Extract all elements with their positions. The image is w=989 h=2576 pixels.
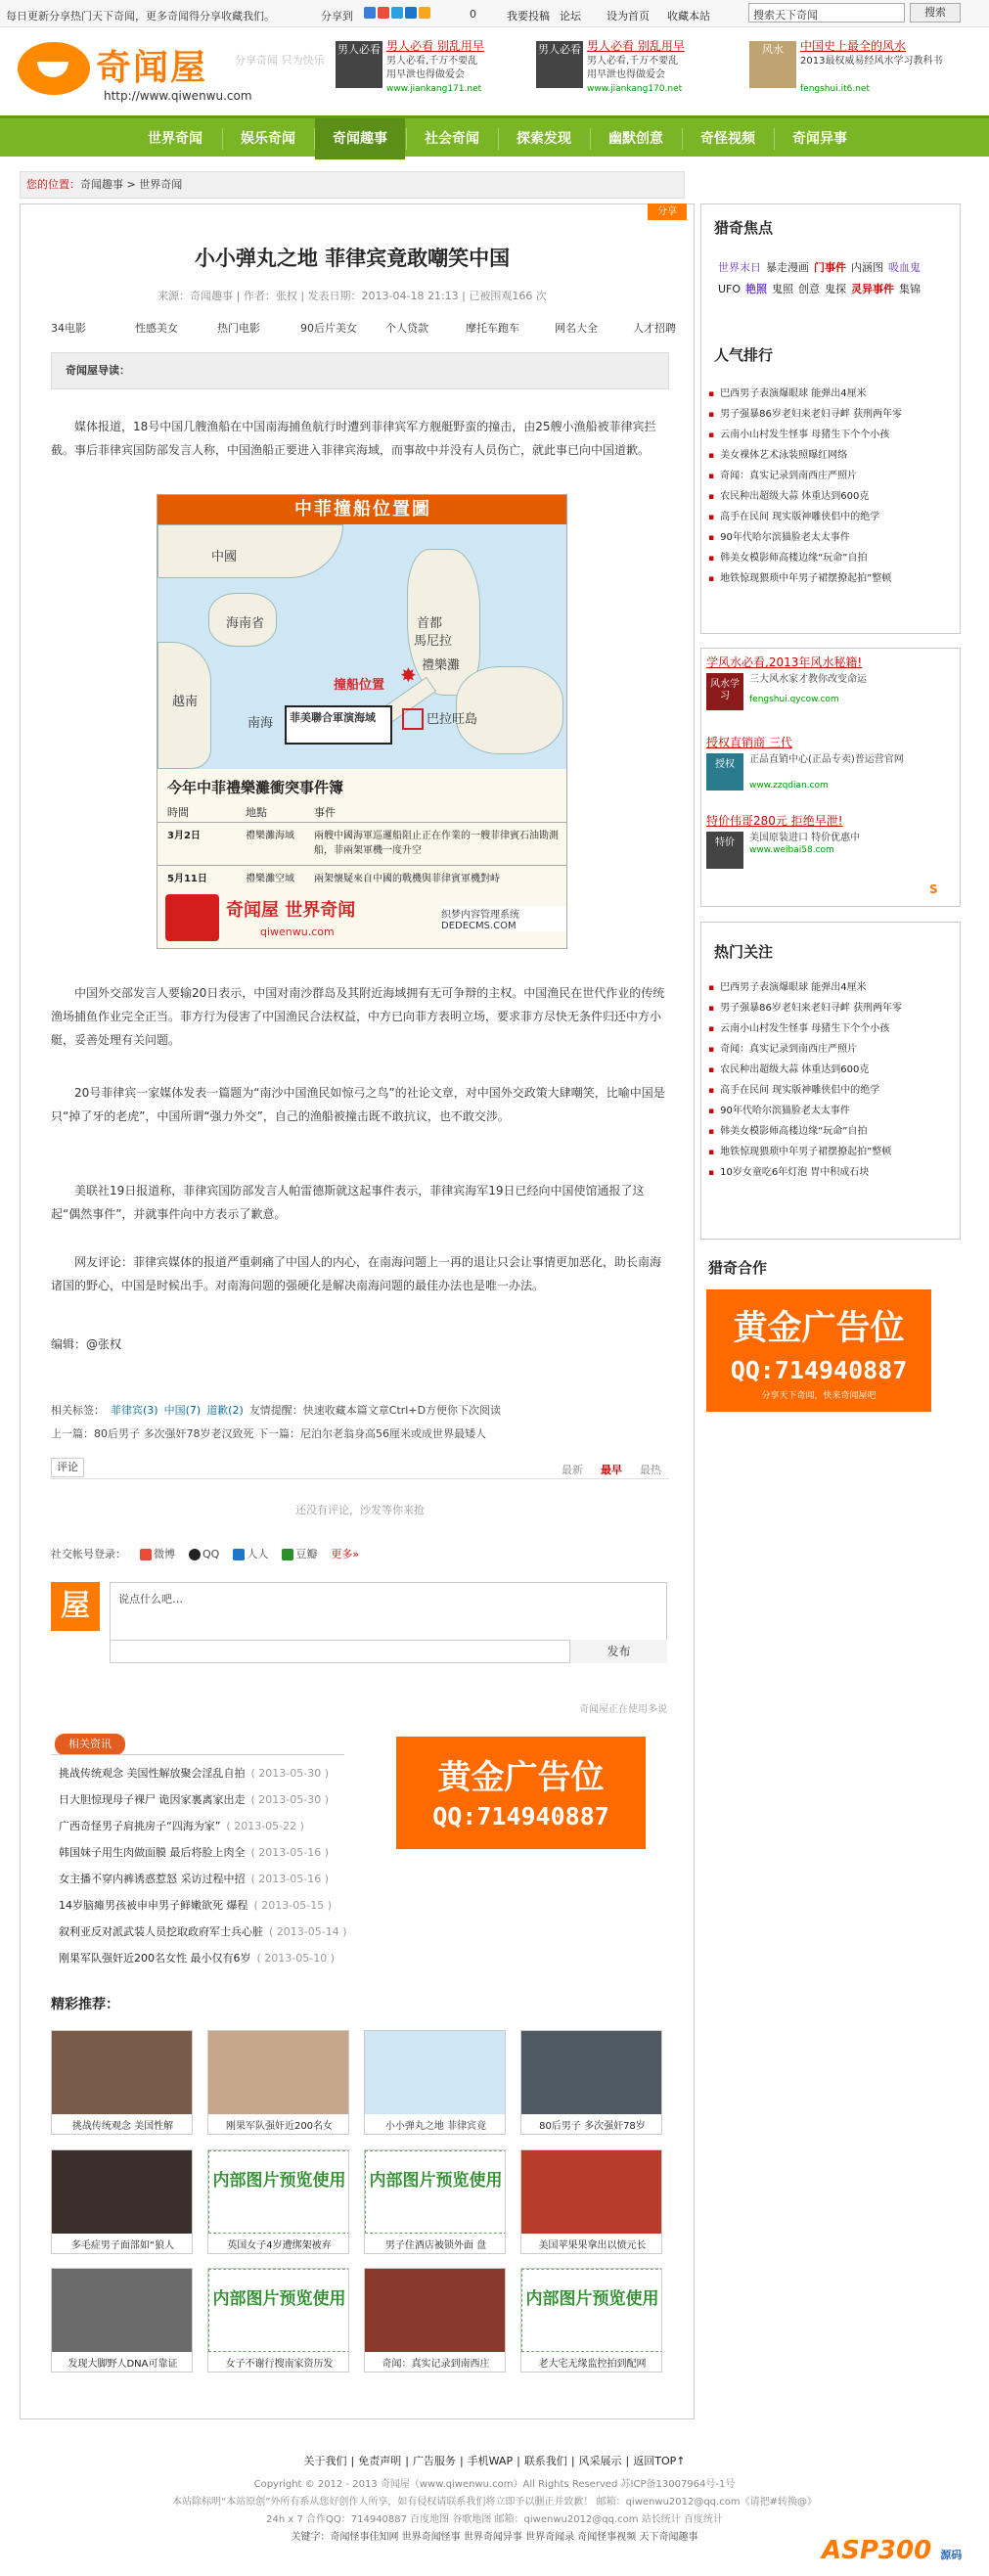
share-label: 分享到 xyxy=(321,10,353,23)
comments-header xyxy=(51,1458,669,1479)
sort-hottest[interactable]: 最热 xyxy=(640,1464,661,1476)
sidebar-ad-banner[interactable] xyxy=(706,1289,931,1412)
tag-link[interactable]: 网名大全 xyxy=(555,322,598,335)
article-paragraph-1: 媒体报道，18号中国几艘渔船在中国南海捕鱼航行时遭到菲律宾军方舰艇野蛮的撞击，由25艘小渔船被菲律宾拦截。事后菲律宾国防部发言人称，中国渔船正要进入菲律宾海域，而事故中并没有人员伤亡，就此事已向中国道歉。 xyxy=(51,420,656,457)
list-item[interactable]: ▪ 高手在民间 现实版神雕侠侣中的绝学 xyxy=(708,508,963,528)
list-item[interactable]: ▪ 男子强暴86岁老妇来老妇寻衅 获刑两年零 xyxy=(708,405,963,426)
related-news-item[interactable]: 韩国妹子用生肉做面膜 最后将脸上肉全 ( 2013-05-16 ) xyxy=(59,1846,330,1859)
map-label: 南海 xyxy=(247,716,274,731)
nav-entertainment[interactable]: 娱乐奇闻 xyxy=(241,131,295,147)
daily-update-text: 每日更新分享热门天下奇闻，更多奇闻得分享收藏我们。 xyxy=(6,10,275,23)
footer-link[interactable]: 免责声明 xyxy=(358,2455,402,2467)
nav-humor[interactable]: 幽默创意 xyxy=(608,131,663,147)
featured-item[interactable]: 美国苹果果拿出以愤元长 xyxy=(520,2149,662,2254)
exercise-area-box xyxy=(402,708,424,730)
back-to-top-link[interactable]: 返回TOP↑ xyxy=(633,2455,686,2467)
ad-thumb: 男人必看 xyxy=(536,41,583,88)
tag-link[interactable]: 34电影 xyxy=(51,322,86,335)
tag-link[interactable]: 人才招聘 xyxy=(633,322,676,335)
main-nav xyxy=(0,115,989,157)
keywords-line: 关键字：奇闻怪事佳知网 世界奇闻怪事 世界奇闻异事 世界奇闻录 奇闻怪事视频 天下奇闻趣事 xyxy=(291,2532,698,2543)
comments-tab[interactable]: 评论 xyxy=(51,1458,84,1477)
keyword-link[interactable]: 集锦 xyxy=(899,283,922,295)
keyword-link[interactable]: 艳照 xyxy=(745,283,768,295)
weibo-login[interactable]: 微博 xyxy=(140,1548,175,1560)
douban-icon xyxy=(282,1549,293,1560)
sort-newest[interactable]: 最新 xyxy=(562,1464,583,1476)
tag-link[interactable]: 性感美女 xyxy=(135,322,178,335)
related-tags-label: 相关标签： xyxy=(51,1404,105,1417)
featured-item[interactable]: 内部图片预览使用 男子住酒店被锁外面 盘 xyxy=(364,2149,506,2254)
article-guide: 奇闻屋导读： xyxy=(51,352,669,389)
featured-item[interactable]: 80后男子 多次强奸78岁 xyxy=(520,2030,662,2135)
keyword-link[interactable]: 内涵图 xyxy=(851,261,883,274)
map-label: 中國 xyxy=(211,550,238,565)
article-title: 小小弹丸之地 菲律宾竟敢嘲笑中国 xyxy=(194,246,511,270)
list-item[interactable]: ▪ 男子强暴86岁老妇来老妇寻衅 获刑两年零 xyxy=(708,999,963,1019)
avatar: 屋 xyxy=(51,1582,100,1631)
ad-desc: 男人必看,千万不要乱用早泄也得做爱会 xyxy=(587,56,679,80)
related-news-item[interactable]: 叙利亚反对派武装人员挖取政府军士兵心脏 ( 2013-05-14 ) xyxy=(59,1925,347,1938)
table-header: 時間 xyxy=(167,806,189,819)
nav-society[interactable]: 社会奇闻 xyxy=(425,131,479,147)
related-news-item[interactable]: 广西奇怪男子肩挑房子“四海为家” ( 2013-05-22 ) xyxy=(59,1820,304,1832)
list-item[interactable]: ▪ 巴西男子表演爆眼球 能弹出4厘米 xyxy=(708,978,963,999)
featured-item[interactable]: 小小弹丸之地 菲律宾竟 xyxy=(364,2030,506,2135)
renren-login[interactable]: 人人 xyxy=(233,1548,268,1560)
map-callout: 菲美聯合軍演海域 xyxy=(285,705,392,745)
ad-thumb: 男人必看 xyxy=(336,41,382,88)
ad-url: www.jiankang170.net xyxy=(587,84,683,94)
site-logo[interactable] xyxy=(18,34,331,113)
tag-link[interactable]: 90后片美女 xyxy=(300,322,357,335)
map-label: 禮樂灘 xyxy=(422,658,461,673)
collision-star-icon: ✸ xyxy=(400,663,417,687)
keyword-link[interactable]: 鬼照 xyxy=(772,283,794,295)
hot-title: 热门关注 xyxy=(714,943,774,961)
list-item[interactable]: ▪ 云南小山村发生怪事 母猪生下个个小孩 xyxy=(708,426,963,446)
ad-desc: 2013最权威易经风水学习教科书 xyxy=(800,56,943,67)
nav-strange[interactable]: 奇闻异事 xyxy=(792,131,847,147)
share-count: 0 xyxy=(470,8,476,21)
article-meta: 来源：奇闻趣事 | 作者：张权 | 发表日期：2013-04-18 21:13 | 已被围观166 次 xyxy=(157,290,547,302)
breadcrumb-item-world[interactable]: 世界奇闻 xyxy=(139,178,183,191)
list-item[interactable]: ▪ 韩美女模影师高楼边缘“玩命”自拍 xyxy=(708,1122,963,1143)
tag-link[interactable]: 个人贷款 xyxy=(385,322,428,335)
keyword-link[interactable]: 鬼探 xyxy=(825,283,847,295)
featured-title: 精彩推荐： xyxy=(51,1997,119,2012)
powered-by-duoshuo[interactable]: 奇闻屋正在使用多说 xyxy=(579,1704,667,1715)
top-ad-2[interactable] xyxy=(536,37,688,98)
tag-link[interactable]: 热门电影 xyxy=(217,322,260,335)
search-input[interactable]: 搜索天下奇闻 xyxy=(748,3,905,23)
dedecms-watermark: 织梦内容管理系统 DEDECMS.COM xyxy=(441,906,566,931)
forum-link[interactable]: 论坛 xyxy=(560,10,581,23)
logo-slogan: 分享奇闻 只为快乐 xyxy=(235,54,325,67)
featured-item[interactable]: 发现大脚野人DNA可靠证 xyxy=(51,2268,193,2373)
ad-title[interactable]: 中国史上最全的风水 xyxy=(800,39,907,53)
related-news-item[interactable]: 刚果军队强奸近200名女性 最小仅有6岁 ( 2013-05-10 ) xyxy=(59,1952,336,1965)
popular-title: 人气排行 xyxy=(714,346,774,364)
featured-item[interactable]: 刚果军队强奸近200名女 xyxy=(207,2030,349,2135)
list-item[interactable]: ▪ 90年代哈尔滨猫脸老太太事件 xyxy=(708,528,963,549)
map-header: 中菲撞船位置圖 xyxy=(157,495,567,524)
map-label: 撞船位置 xyxy=(334,678,385,693)
footer-link[interactable]: 风采展示 xyxy=(578,2455,622,2467)
more-share-icon[interactable] xyxy=(419,7,430,19)
share-s-icon[interactable]: S xyxy=(929,882,938,896)
logo-mark-icon xyxy=(18,42,90,95)
top-bar xyxy=(0,0,989,27)
featured-item[interactable]: 内部图片预览使用 英国女子4岁遭绑架被弃 xyxy=(207,2149,349,2254)
sort-oldest[interactable]: 最早 xyxy=(601,1464,622,1476)
nav-world[interactable]: 世界奇闻 xyxy=(148,131,202,147)
cooperation-title: 猎奇合作 xyxy=(708,1259,768,1277)
map-label: 越南 xyxy=(172,695,199,709)
logo-url: http://www.qiwenwu.com xyxy=(104,89,252,103)
featured-item[interactable]: 内部图片预览使用 女子不谢行搜南家资历发 xyxy=(207,2268,349,2373)
bookmark-tip: 友情提醒：快速收藏本篇文章Ctrl+D方便你下次阅读 xyxy=(248,1404,502,1417)
qq-icon xyxy=(189,1549,201,1560)
hot-list xyxy=(708,978,963,1184)
weibo-icon[interactable] xyxy=(378,7,389,19)
list-item[interactable]: ▪ 10岁女童吃6年灯泡 胃中积成石块 xyxy=(708,1163,963,1184)
ad-desc: 男人必看,千万不要乱用早泄也得做爱会 xyxy=(386,56,478,80)
table-header: 事件 xyxy=(314,806,336,819)
list-item[interactable]: ▪ 奇闻：真实记录到南西庄严照片 xyxy=(708,467,963,487)
submit-link[interactable]: 我要投稿 xyxy=(507,10,550,23)
disclaimer: 本站除标明“本站原创”外所有系从您好创作人所享，如有侵权请联系我们将立即予以删正并致歉！ 邮箱：qiwenwu2012@qq.com《请把#转换@》 xyxy=(172,2497,817,2508)
featured-item[interactable]: 奇闻：真实记录到南西庄 xyxy=(364,2268,506,2373)
qq-login[interactable]: QQ xyxy=(189,1548,219,1560)
ad-contact: QQ:714940887 xyxy=(432,1802,609,1830)
tencent-weibo-icon[interactable] xyxy=(391,7,403,19)
related-news-item[interactable]: 14岁脑瘫男孩被申申男子鲜嫩欲死 爆程 ( 2013-05-15 ) xyxy=(59,1899,333,1912)
breadcrumb-label: 您的位置： xyxy=(26,178,80,191)
tag-link[interactable]: 菲律宾(3) xyxy=(111,1404,158,1417)
comment-input[interactable]: 说点什么吧… xyxy=(110,1582,667,1641)
incident-table-title: 今年中菲禮樂灘衝突事件簿 xyxy=(167,779,344,796)
table-row: 3月2日 禮樂灘海域 兩艘中國海軍巡邏船阻止正在作業的一艘菲律賓石油勘測船，菲兩架軍機一度升空 xyxy=(157,822,567,865)
top-ad-3[interactable] xyxy=(749,37,969,98)
featured-item[interactable]: 多毛症男子面部如“狼人 xyxy=(51,2149,193,2254)
social-login-label: 社交帐号登录： xyxy=(51,1548,126,1560)
sidebar-ad[interactable]: 学风水必看,2013年风水秘籍! 风水学习 三大风水家才教你改变命运 fengshui.qycow.com xyxy=(706,654,951,732)
ad-title[interactable]: 男人必看 别乱用早 xyxy=(587,39,685,53)
search-button[interactable]: 搜索 xyxy=(910,3,961,23)
hot-tags xyxy=(51,320,677,338)
article-paragraph-3: 20号菲律宾一家媒体发表一篇题为“南沙中国渔民如惊弓之鸟”的社论文章，对中国外交政策大肆嘲笑，比喻中国是只“掉了牙的老虎”，中国所谓“强力外交”，自己的渔船被撞击既不敢抗议，也不敢交涉。 xyxy=(51,1086,665,1123)
renren-icon[interactable] xyxy=(405,7,417,19)
share-button[interactable]: 分享 xyxy=(648,203,687,220)
list-item[interactable]: ▪ 地铁惊现猥琐中年男子裙摆撩起拍”整顿 xyxy=(708,1143,963,1163)
article-paragraph-5: 网友评论：菲律宾媒体的报道严重刺痛了中国人的内心，在南海问题上一再的退让只会让事情更加恶化，助长南海诸国的野心，中国是时候出手。对南海问题的强硬化是解决南海问题的最佳办法也是唯一办法。 xyxy=(51,1255,662,1292)
table-row: 5月11日 禮樂灘空域 兩架懷疑來自中國的戰機與菲律賓軍機對峙 xyxy=(157,865,567,908)
douban-login[interactable]: 豆瓣 xyxy=(282,1548,317,1560)
related-news-item[interactable]: 挑战传统观念 美国性解放聚会淫乱自拍 ( 2013-05-30 ) xyxy=(59,1767,330,1780)
watermark-url: qiwenwu.com xyxy=(260,926,335,938)
ad-url: www.jiankang171.net xyxy=(386,84,482,94)
nav-video[interactable]: 奇怪视频 xyxy=(700,131,755,147)
ad-contact: QQ:714940887 xyxy=(730,1356,908,1384)
breadcrumb: 您的位置：奇闻趣事 > 世界奇闻 xyxy=(20,171,685,199)
contact-line: 24h x 7 合作QQ：714940887 百度地图 谷歌地图 邮箱：qiwenwu2012@qq.com 站长统计 百度统计 xyxy=(266,2514,723,2525)
keyword-link[interactable]: 吸血鬼 xyxy=(888,261,921,274)
keyword-link[interactable]: 暴走漫画 xyxy=(766,261,809,274)
map-image xyxy=(157,494,567,949)
related-news-item[interactable]: 日大胆惊现母子裸尸 诡因家裏离家出走 ( 2013-05-30 ) xyxy=(59,1793,330,1806)
list-item[interactable]: ▪ 巴西男子表演爆眼球 能弹出4厘米 xyxy=(708,384,963,405)
keyword-cloud xyxy=(718,257,953,300)
featured-item[interactable]: 挑战传统观念 美国性解 xyxy=(51,2030,193,2135)
footer-link[interactable]: 关于我们 xyxy=(303,2455,347,2467)
renren-icon xyxy=(233,1549,245,1560)
article-paragraph-2: 中国外交部发言人要输20日表示，中国对南沙群岛及其附近海域拥有无可争辩的主权。中国渔民在世代作业的传统渔场捕鱼作业完全正当。菲方行为侵害了中国渔民合法权益，中方已向菲方表明立场，要求菲方尽快无条件归还中方小艇，妥善处理有关问题。 xyxy=(51,986,665,1047)
share-icons[interactable] xyxy=(364,6,432,19)
map-label: 海南省 xyxy=(226,616,265,631)
list-item[interactable]: ▪ 高手在民间 现实版神雕侠侣中的绝学 xyxy=(708,1081,963,1102)
nav-explore[interactable]: 探索发现 xyxy=(517,131,571,147)
map-label: 巴拉旺島 xyxy=(427,712,478,727)
sidebar-ad[interactable]: 特价伟哥280元 拒绝早泄! 特价 美国原装进口 特价优惠中 www.weibai58.com xyxy=(706,812,951,890)
post-comment-button[interactable]: 发布 xyxy=(569,1640,667,1663)
related-news-tab: 相关资讯 xyxy=(55,1734,125,1755)
keyword-link[interactable]: UFO xyxy=(718,283,742,295)
list-item[interactable]: ▪ 地铁惊现猥琐中年男子裙摆撩起拍”整顿 xyxy=(708,569,963,590)
image-watermark: 奇闻屋 世界奇闻 xyxy=(226,900,356,921)
focus-title: 猎奇焦点 xyxy=(714,219,774,237)
list-item[interactable]: ▪ 美女裸体艺术泳装照曝红网络 xyxy=(708,446,963,467)
related-news-item[interactable]: 女主播不穿内裤诱惑惹怒 采访过程中招 ( 2013-05-16 ) xyxy=(59,1873,330,1885)
ad-title: 黄金广告位 xyxy=(437,1758,605,1797)
no-comments-text: 还没有评论，沙发等你来抢 xyxy=(295,1504,425,1516)
map-label: 首都 xyxy=(417,616,443,631)
article-paragraph-4: 美联社19日报道称，菲律宾国防部发言人帕雷德斯就这起事件表示，菲律宾海军19日已经向中国使馆通报了这起“偶然事件”，并就事件向中方表示了歉意。 xyxy=(51,1184,645,1221)
qzone-icon[interactable] xyxy=(364,7,376,19)
footer-link[interactable]: 联系我们 xyxy=(523,2455,567,2467)
watermark-house-icon xyxy=(165,894,219,941)
footer-nav: 关于我们 | 免责声明 | 广告服务 | 手机WAP | 联系我们 | 风采展示 | 返回TOP↑ xyxy=(303,2455,686,2467)
keyword-link[interactable]: 门事件 xyxy=(814,261,846,274)
keyword-link[interactable]: 世界末日 xyxy=(718,261,761,274)
ad-title[interactable]: 男人必看 别乱用早 xyxy=(386,39,484,53)
tag-link[interactable]: 摩托车跑车 xyxy=(466,322,519,335)
keyword-link[interactable]: 创意 xyxy=(798,283,821,295)
more-login[interactable]: 更多» xyxy=(331,1548,360,1560)
related-tags xyxy=(51,1402,677,1418)
top-ad-1[interactable] xyxy=(336,37,487,98)
logo-name: 奇闻屋 xyxy=(96,48,208,88)
list-item[interactable]: ▪ 农民种出超级大蒜 体重达到600克 xyxy=(708,487,963,508)
table-header: 地點 xyxy=(246,806,267,819)
popular-list xyxy=(708,384,963,590)
tag-link[interactable]: 道歉(2) xyxy=(206,1404,244,1417)
list-item[interactable]: ▪ 韩美女模影师高楼边缘“玩命”自拍 xyxy=(708,549,963,569)
list-item[interactable]: ▪ 农民种出超级大蒜 体重达到600克 xyxy=(708,1061,963,1081)
ad-thumb: 风水 xyxy=(749,41,796,88)
sidebar-ad[interactable]: 授权直销商 三代 授权 正品直销中心(正品专卖)普运营官网 www.zzqdian.com xyxy=(706,736,904,791)
map-label: 馬尼拉 xyxy=(414,634,453,649)
set-homepage-link[interactable]: 设为首页 xyxy=(607,10,650,23)
list-item[interactable]: ▪ 奇闻：真实记录到南西庄严照片 xyxy=(708,1040,963,1061)
bookmark-link[interactable]: 收藏本站 xyxy=(667,10,710,23)
list-item[interactable]: ▪ 云南小山村发生怪事 母猪生下个个小孩 xyxy=(708,1019,963,1040)
ad-banner[interactable] xyxy=(396,1737,646,1849)
social-login xyxy=(51,1546,669,1561)
ad-url: fengshui.it6.net xyxy=(800,84,870,94)
footer-link[interactable]: 广告服务 xyxy=(412,2455,456,2467)
ad-tagline: 分享天下奇闻，快来奇闻屋吧 xyxy=(761,1391,877,1401)
nav-fun[interactable]: 奇闻趣事 xyxy=(315,118,405,159)
article-editor: 编辑：@张权 xyxy=(51,1337,122,1351)
footer-link[interactable]: 手机WAP xyxy=(467,2455,514,2467)
weibo-icon xyxy=(140,1549,152,1560)
featured-item[interactable]: 内部图片预览使用 老大宅无缘监控拍到配网 xyxy=(520,2268,662,2373)
breadcrumb-item-fun[interactable]: 奇闻趣事 xyxy=(80,178,123,191)
prev-next-links[interactable]: 上一篇：80后男子 多次强奸78岁老汉致死 下一篇：尼泊尔老翁身高56厘米或成世界最矮人 xyxy=(51,1427,486,1440)
keyword-link[interactable]: 灵异事件 xyxy=(851,283,895,295)
list-item[interactable]: ▪ 90年代哈尔滨猫脸老太太事件 xyxy=(708,1102,963,1122)
tag-link[interactable]: 中国(7) xyxy=(163,1404,202,1417)
asp300-badge[interactable]: ASP300 源码 xyxy=(822,2536,963,2565)
copyright: Copyright © 2012 - 2013 奇闻屋（www.qiwenwu.com）All Rights Reserved 苏ICP备13007964号-1号 xyxy=(253,2479,736,2490)
ad-title: 黄金广告位 xyxy=(733,1308,905,1348)
